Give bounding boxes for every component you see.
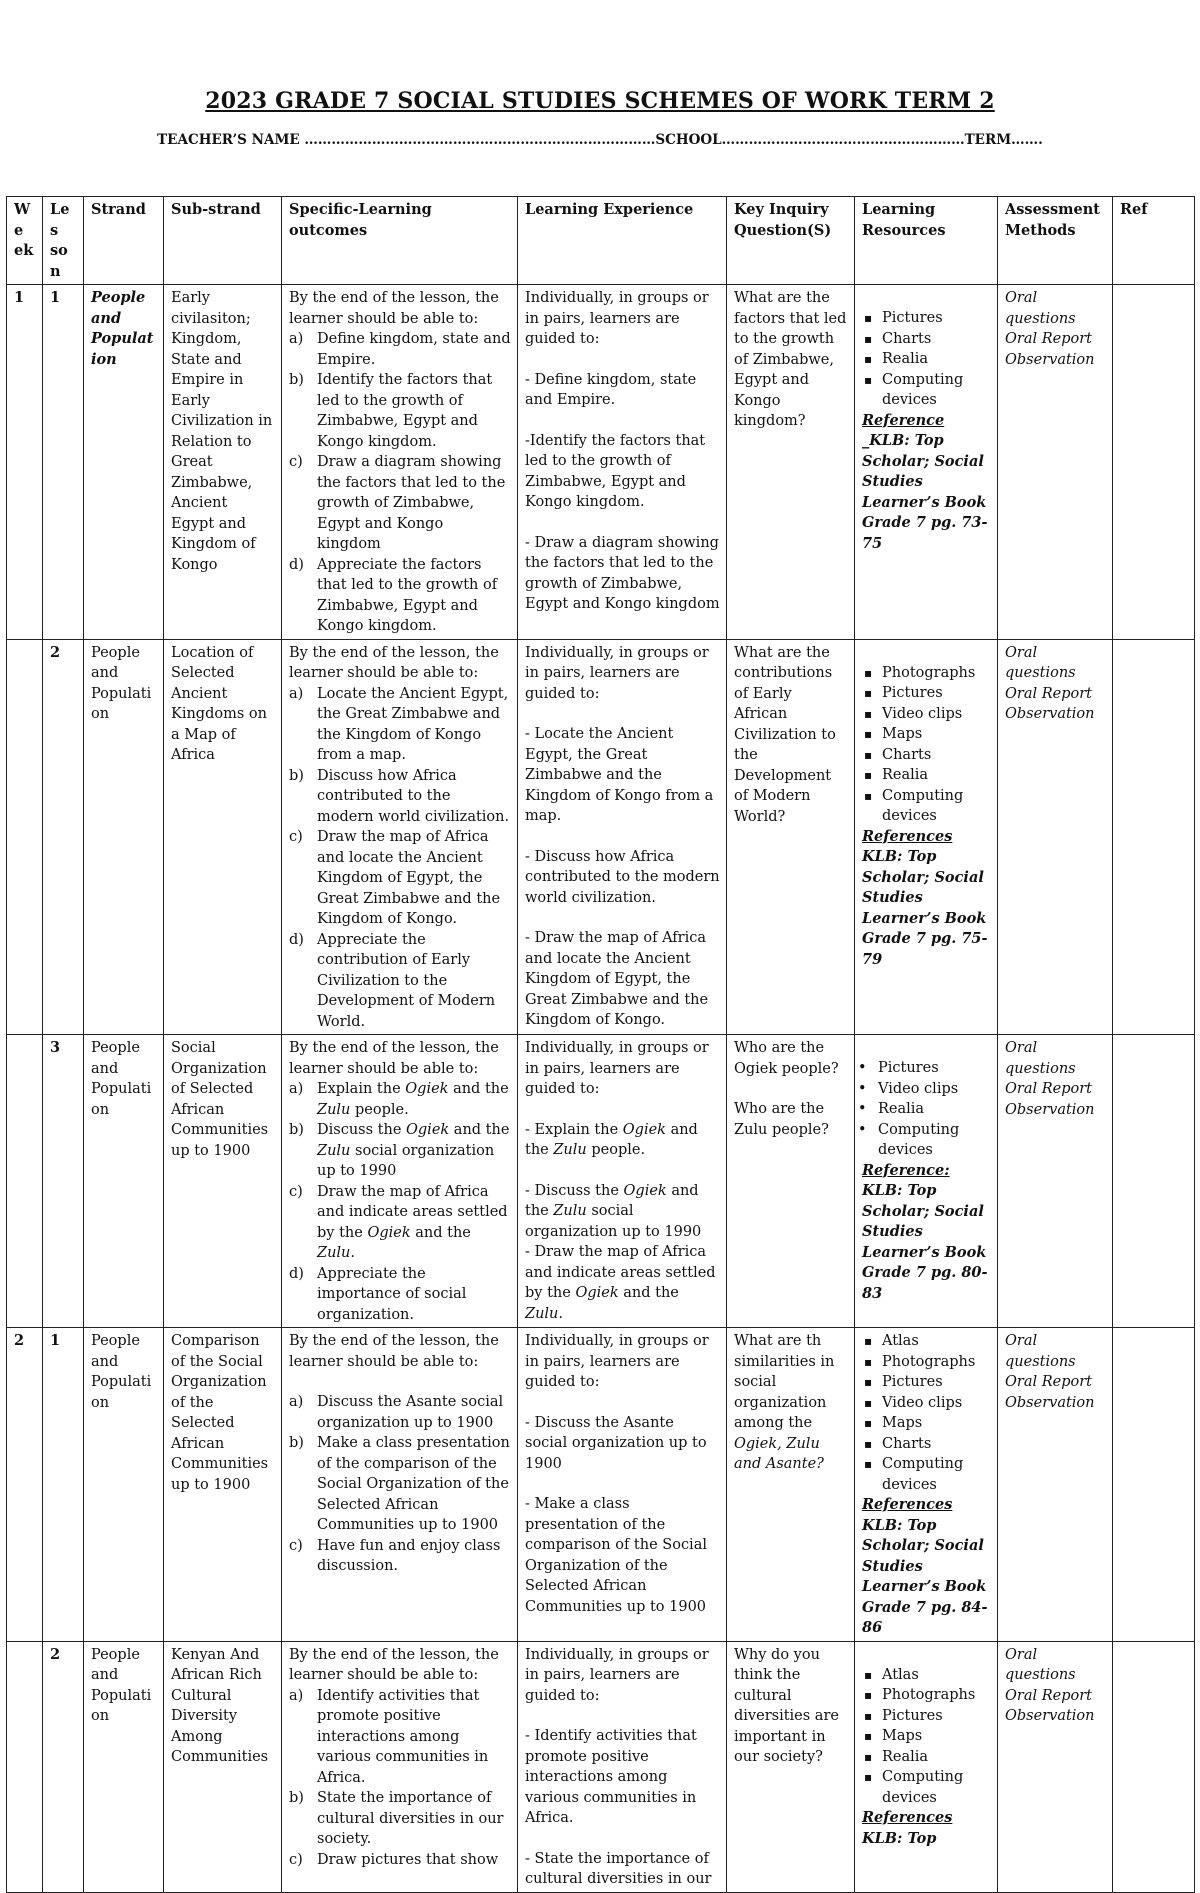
resource-item: • Pictures: [862, 1058, 991, 1079]
ref-cell: [1113, 285, 1195, 640]
schemes-table: [6, 196, 1195, 1893]
week-cell: 1: [7, 285, 43, 640]
experience-item: - Define kingdom, state and Empire.: [525, 371, 697, 408]
strand-cell: People and Populati on: [84, 1035, 164, 1328]
resource-item: ▪ Photographs: [862, 1685, 991, 1706]
resources-list: [862, 1665, 991, 1809]
resource-item: ▪ Realia: [862, 1747, 991, 1768]
header-row: [7, 197, 1195, 285]
lesson-cell: 1: [43, 1328, 84, 1642]
assessment-item: Observation: [1005, 351, 1095, 368]
assessment-item: Observation: [1005, 1101, 1095, 1118]
table-row: [7, 639, 1195, 1035]
experience-item: - Identify activities that promote positive interactions among various communities in Africa.: [525, 1728, 697, 1826]
assessment-item: Oral Report: [1005, 1374, 1092, 1390]
resource-item: • Video clips: [862, 1079, 991, 1100]
reference-text: KLB: Top: [862, 1829, 937, 1847]
reference-heading: Reference: [862, 411, 945, 429]
table-row: [7, 285, 1195, 640]
inquiry-question: What are th similarities in social organization among the: [734, 1333, 835, 1431]
resource-item: ▪ Computing devices: [862, 786, 991, 827]
inquiry-question: Who are the Ogiek people?: [734, 1040, 839, 1077]
outcomes-list: [289, 1079, 511, 1325]
lesson-cell: 1: [43, 285, 84, 640]
outcome-item: c) Draw the map of Africa and indicate areas settled by the Ogiek and the Zulu.: [289, 1183, 508, 1261]
outcome-item: c) Draw a diagram showing the factors that led to the growth of Zimbabwe, Egypt and Kongo kingdom: [289, 454, 506, 552]
week-cell: [7, 639, 43, 1035]
assessment-item: Observation: [1005, 1708, 1095, 1724]
resource-item: ▪ Atlas: [862, 1331, 991, 1352]
week-cell: [7, 1035, 43, 1328]
experience-item: - Discuss the Ogiek and the Zulu social organization up to 1990: [525, 1182, 702, 1240]
outcome-item: d) Appreciate the factors that led to the growth of Zimbabwe, Egypt and Kongo kingdom.: [289, 556, 498, 634]
lesson-cell: 2: [43, 639, 84, 1035]
experience-intro: Individually, in groups or in pairs, learners are guided to:: [525, 644, 709, 702]
assessment-item: Oral questions: [1005, 1040, 1076, 1077]
outcomes-cell: [282, 285, 518, 640]
resources-list: [862, 663, 991, 827]
resource-item: ▪ Charts: [862, 745, 991, 766]
resource-item: ▪ Maps: [862, 724, 991, 745]
reference-heading: References: [862, 1496, 953, 1513]
assessment-item: Oral Report: [1005, 685, 1092, 702]
assessment-item: Oral questions: [1005, 644, 1076, 681]
lesson-cell: 3: [43, 1035, 84, 1328]
lesson-cell: 2: [43, 1641, 84, 1892]
experience-item: - Explain the Ogiek and the Zulu people.: [525, 1121, 698, 1158]
outcome-item: a) Define kingdom, state and Empire.: [289, 331, 511, 368]
resources-cell: [855, 639, 998, 1035]
strand-cell: People and Populat ion: [84, 285, 164, 640]
resource-item: ▪ Photographs: [862, 1352, 991, 1373]
assessment-cell: [998, 1035, 1113, 1328]
resource-item: • Realia: [862, 1099, 991, 1120]
substrand-cell: Comparison of the Social Organization of the Selected African Communities up to 1900: [164, 1328, 282, 1642]
resource-item: ▪ Computing devices: [862, 1454, 991, 1495]
assessment-cell: [998, 1328, 1113, 1642]
reference-text: _KLB: Top Scholar; Social Studies Learner’s Book Grade 7 pg. 73-75: [862, 432, 988, 552]
outcome-item: b) Make a class presentation of the comparison of the Social Organization of the Selected African Communities up to 1900: [289, 1435, 510, 1533]
outcomes-cell: [282, 1328, 518, 1642]
header-assessment: Assessment Methods: [998, 197, 1113, 285]
experience-intro: Individually, in groups or in pairs, learners are guided to:: [525, 290, 709, 347]
page-title: 2023 GRADE 7 SOCIAL STUDIES SCHEMES OF WORK TERM 2: [205, 88, 995, 114]
resources-cell: [855, 1035, 998, 1328]
resource-item: ▪ Charts: [862, 329, 991, 350]
resource-item: ▪ Atlas: [862, 1665, 991, 1686]
substrand-cell: Early civilasiton; Kingdom, State and Empire in Early Civilization in Relation to Great Zimbabwe, Ancient Egypt and Kingdom of Kongo: [164, 285, 282, 640]
header-week: We ek: [7, 197, 43, 285]
experience-cell: [518, 1328, 727, 1642]
experience-item: - Draw a diagram showing the factors that led to the growth of Zimbabwe, Egypt and Kongo kingdom: [525, 534, 720, 612]
outcome-item: d) Appreciate the importance of social organization.: [289, 1265, 467, 1323]
outcome-item: b) State the importance of cultural diversities in our society.: [289, 1790, 504, 1847]
header-outcomes: Specific-Learning outcomes: [282, 197, 518, 285]
header-experience: Learning Experience: [518, 197, 727, 285]
resource-item: • Computing devices: [862, 1120, 991, 1161]
experience-item: - Discuss the Asante social organization up to 1900: [525, 1414, 707, 1472]
experience-item: - Draw the map of Africa and locate the Ancient Kingdom of Egypt, the Great Zimbabwe and the Kingdom of Kongo.: [525, 930, 709, 1028]
header-substrand: Sub-strand: [164, 197, 282, 285]
inquiry-question: Who are the Zulu people?: [734, 1101, 829, 1138]
outcomes-intro: By the end of the lesson, the learner should be able to:: [289, 1646, 499, 1683]
reference-heading: Reference:: [862, 1161, 950, 1179]
outcomes-list: [289, 684, 511, 1033]
header-lesson: Les son: [43, 197, 84, 285]
outcomes-intro: By the end of the lesson, the learner should be able to:: [289, 1040, 499, 1077]
resource-item: ▪ Charts: [862, 1434, 991, 1455]
assessment-cell: [998, 285, 1113, 640]
inquiry-cell: [727, 1035, 855, 1328]
experience-item: - State the importance of cultural diversities in our: [525, 1850, 712, 1887]
outcome-item: a) Locate the Ancient Egypt, the Great Zimbabwe and the Kingdom of Kongo from a map.: [289, 685, 509, 763]
experience-item: -Identify the factors that led to the growth of Zimbabwe, Egypt and Kongo kingdom.: [525, 432, 706, 510]
resource-item: ▪ Computing devices: [862, 1767, 991, 1808]
reference-heading: References: [862, 827, 953, 845]
outcomes-intro: By the end of the lesson, the learner should be able to:: [289, 1333, 499, 1370]
resource-item: ▪ Pictures: [862, 308, 991, 329]
table-row: [7, 1035, 1195, 1328]
outcomes-list: [289, 1392, 511, 1577]
reference-text: KLB: Top Scholar; Social Studies Learner’s Book Grade 7 pg. 80-83: [862, 1182, 988, 1302]
header-inquiry: Key Inquiry Question(S): [727, 197, 855, 285]
outcome-item: c) Have fun and enjoy class discussion.: [289, 1537, 501, 1574]
resources-cell: [855, 1328, 998, 1642]
assessment-item: Observation: [1005, 706, 1095, 722]
strand-cell: People and Populati on: [84, 639, 164, 1035]
assessment-cell: [998, 1641, 1113, 1892]
resource-item: ▪ Photographs: [862, 663, 991, 684]
experience-intro: Individually, in groups or in pairs, learners are guided to:: [525, 1646, 709, 1704]
reference-heading: References: [862, 1809, 953, 1826]
resources-cell: [855, 285, 998, 640]
header-resources: Learning Resources: [855, 197, 998, 285]
assessment-item: Observation: [1005, 1394, 1095, 1411]
outcome-item: d) Appreciate the contribution of Early Civilization to the Development of Modern World.: [289, 931, 496, 1030]
assessment-cell: [998, 639, 1113, 1035]
resource-item: ▪ Maps: [862, 1413, 991, 1434]
resources-cell: [855, 1641, 998, 1892]
inquiry-cell: [727, 1328, 855, 1642]
inquiry-cell: Why do you think the cultural diversities are important in our society?: [727, 1641, 855, 1892]
teacher-school-term-line: TEACHER’S NAME ……………………………………………………………………SCHOOL………………………………………………TERM…….: [157, 132, 1043, 148]
outcome-item: b) Identify the factors that led to the growth of Zimbabwe, Egypt and Kongo kingdom.: [289, 372, 493, 450]
experience-item: - Make a class presentation of the comparison of the Social Organization of the Selected African Communities up to 1900: [525, 1496, 707, 1615]
inquiry-cell: What are the factors that led to the growth of Zimbabwe, Egypt and Kongo kingdom?: [727, 285, 855, 640]
reference-text: KLB: Top Scholar; Social Studies Learner’s Book Grade 7 pg. 84-86: [862, 1516, 988, 1636]
substrand-cell: Social Organization of Selected African Communities up to 1900: [164, 1035, 282, 1328]
substrand-cell: Kenyan And African Rich Cultural Diversity Among Communities: [164, 1641, 282, 1892]
assessment-item: Oral questions: [1005, 290, 1076, 327]
resources-list: [862, 1058, 991, 1161]
assessment-item: Oral questions: [1005, 1333, 1076, 1370]
resource-item: ▪ Realia: [862, 765, 991, 786]
table-row: [7, 1328, 1195, 1642]
strand-cell: People and Populati on: [84, 1328, 164, 1642]
resource-item: ▪ Video clips: [862, 1393, 991, 1414]
experience-item: - Locate the Ancient Egypt, the Great Zimbabwe and the Kingdom of Kongo from a map.: [525, 726, 714, 824]
resource-item: ▪ Pictures: [862, 1372, 991, 1393]
week-cell: 2: [7, 1328, 43, 1642]
resources-list: [862, 308, 991, 411]
resource-item: ▪ Video clips: [862, 704, 991, 725]
outcome-item: b) Discuss how Africa contributed to the modern world civilization.: [289, 767, 510, 825]
resources-list: [862, 1331, 991, 1495]
resource-item: ▪ Realia: [862, 349, 991, 370]
outcome-item: a) Identify activities that promote positive interactions among various communities in Africa.: [289, 1687, 489, 1786]
experience-cell: [518, 285, 727, 640]
substrand-cell: Location of Selected Ancient Kingdoms on a Map of Africa: [164, 639, 282, 1035]
resource-item: ▪ Maps: [862, 1726, 991, 1747]
assessment-item: Oral Report: [1005, 1687, 1092, 1704]
outcome-item: a) Explain the Ogiek and the Zulu people.: [289, 1081, 509, 1118]
assessment-item: Oral Report: [1005, 331, 1092, 347]
outcome-item: c) Draw the map of Africa and locate the Ancient Kingdom of Egypt, the Great Zimbabwe and the Kingdom of Kongo.: [289, 829, 501, 927]
experience-item: - Draw the map of Africa and indicate areas settled by the Ogiek and the Zulu.: [525, 1244, 716, 1322]
outcome-item: a) Discuss the Asante social organization up to 1900: [289, 1394, 504, 1431]
outcomes-intro: By the end of the lesson, the learner should be able to:: [289, 290, 499, 327]
inquiry-cell: What are the contributions of Early African Civilization to the Development of Modern World?: [727, 639, 855, 1035]
experience-cell: [518, 1641, 727, 1892]
experience-cell: [518, 639, 727, 1035]
experience-cell: [518, 1035, 727, 1328]
experience-item: - Discuss how Africa contributed to the modern world civilization.: [525, 848, 720, 906]
outcome-item: b) Discuss the Ogiek and the Zulu social organization up to 1990: [289, 1122, 510, 1179]
week-cell: [7, 1641, 43, 1892]
outcomes-list: [289, 1686, 511, 1871]
strand-cell: People and Populati on: [84, 1641, 164, 1892]
header-ref: Ref: [1113, 197, 1195, 285]
ref-cell: [1113, 1035, 1195, 1328]
reference-text: KLB: Top Scholar; Social Studies Learner’s Book Grade 7 pg. 75-79: [862, 848, 988, 968]
assessment-item: Oral Report: [1005, 1081, 1092, 1097]
experience-intro: Individually, in groups or in pairs, learners are guided to:: [525, 1040, 709, 1097]
outcomes-cell: [282, 1641, 518, 1892]
resource-item: ▪ Computing devices: [862, 370, 991, 411]
outcomes-cell: [282, 1035, 518, 1328]
header-strand: Strand: [84, 197, 164, 285]
ref-cell: [1113, 639, 1195, 1035]
outcomes-cell: [282, 639, 518, 1035]
ref-cell: [1113, 1641, 1195, 1892]
inquiry-communities: Ogiek, Zulu and Asante?: [734, 1435, 824, 1472]
ref-cell: [1113, 1328, 1195, 1642]
table-row: [7, 1641, 1195, 1892]
assessment-item: Oral questions: [1005, 1646, 1076, 1683]
outcomes-intro: By the end of the lesson, the learner should be able to:: [289, 644, 499, 681]
outcome-item: c) Draw pictures that show: [289, 1851, 499, 1868]
resource-item: ▪ Pictures: [862, 683, 991, 704]
outcomes-list: [289, 329, 511, 637]
resource-item: ▪ Pictures: [862, 1706, 991, 1727]
experience-intro: Individually, in groups or in pairs, learners are guided to:: [525, 1333, 709, 1390]
